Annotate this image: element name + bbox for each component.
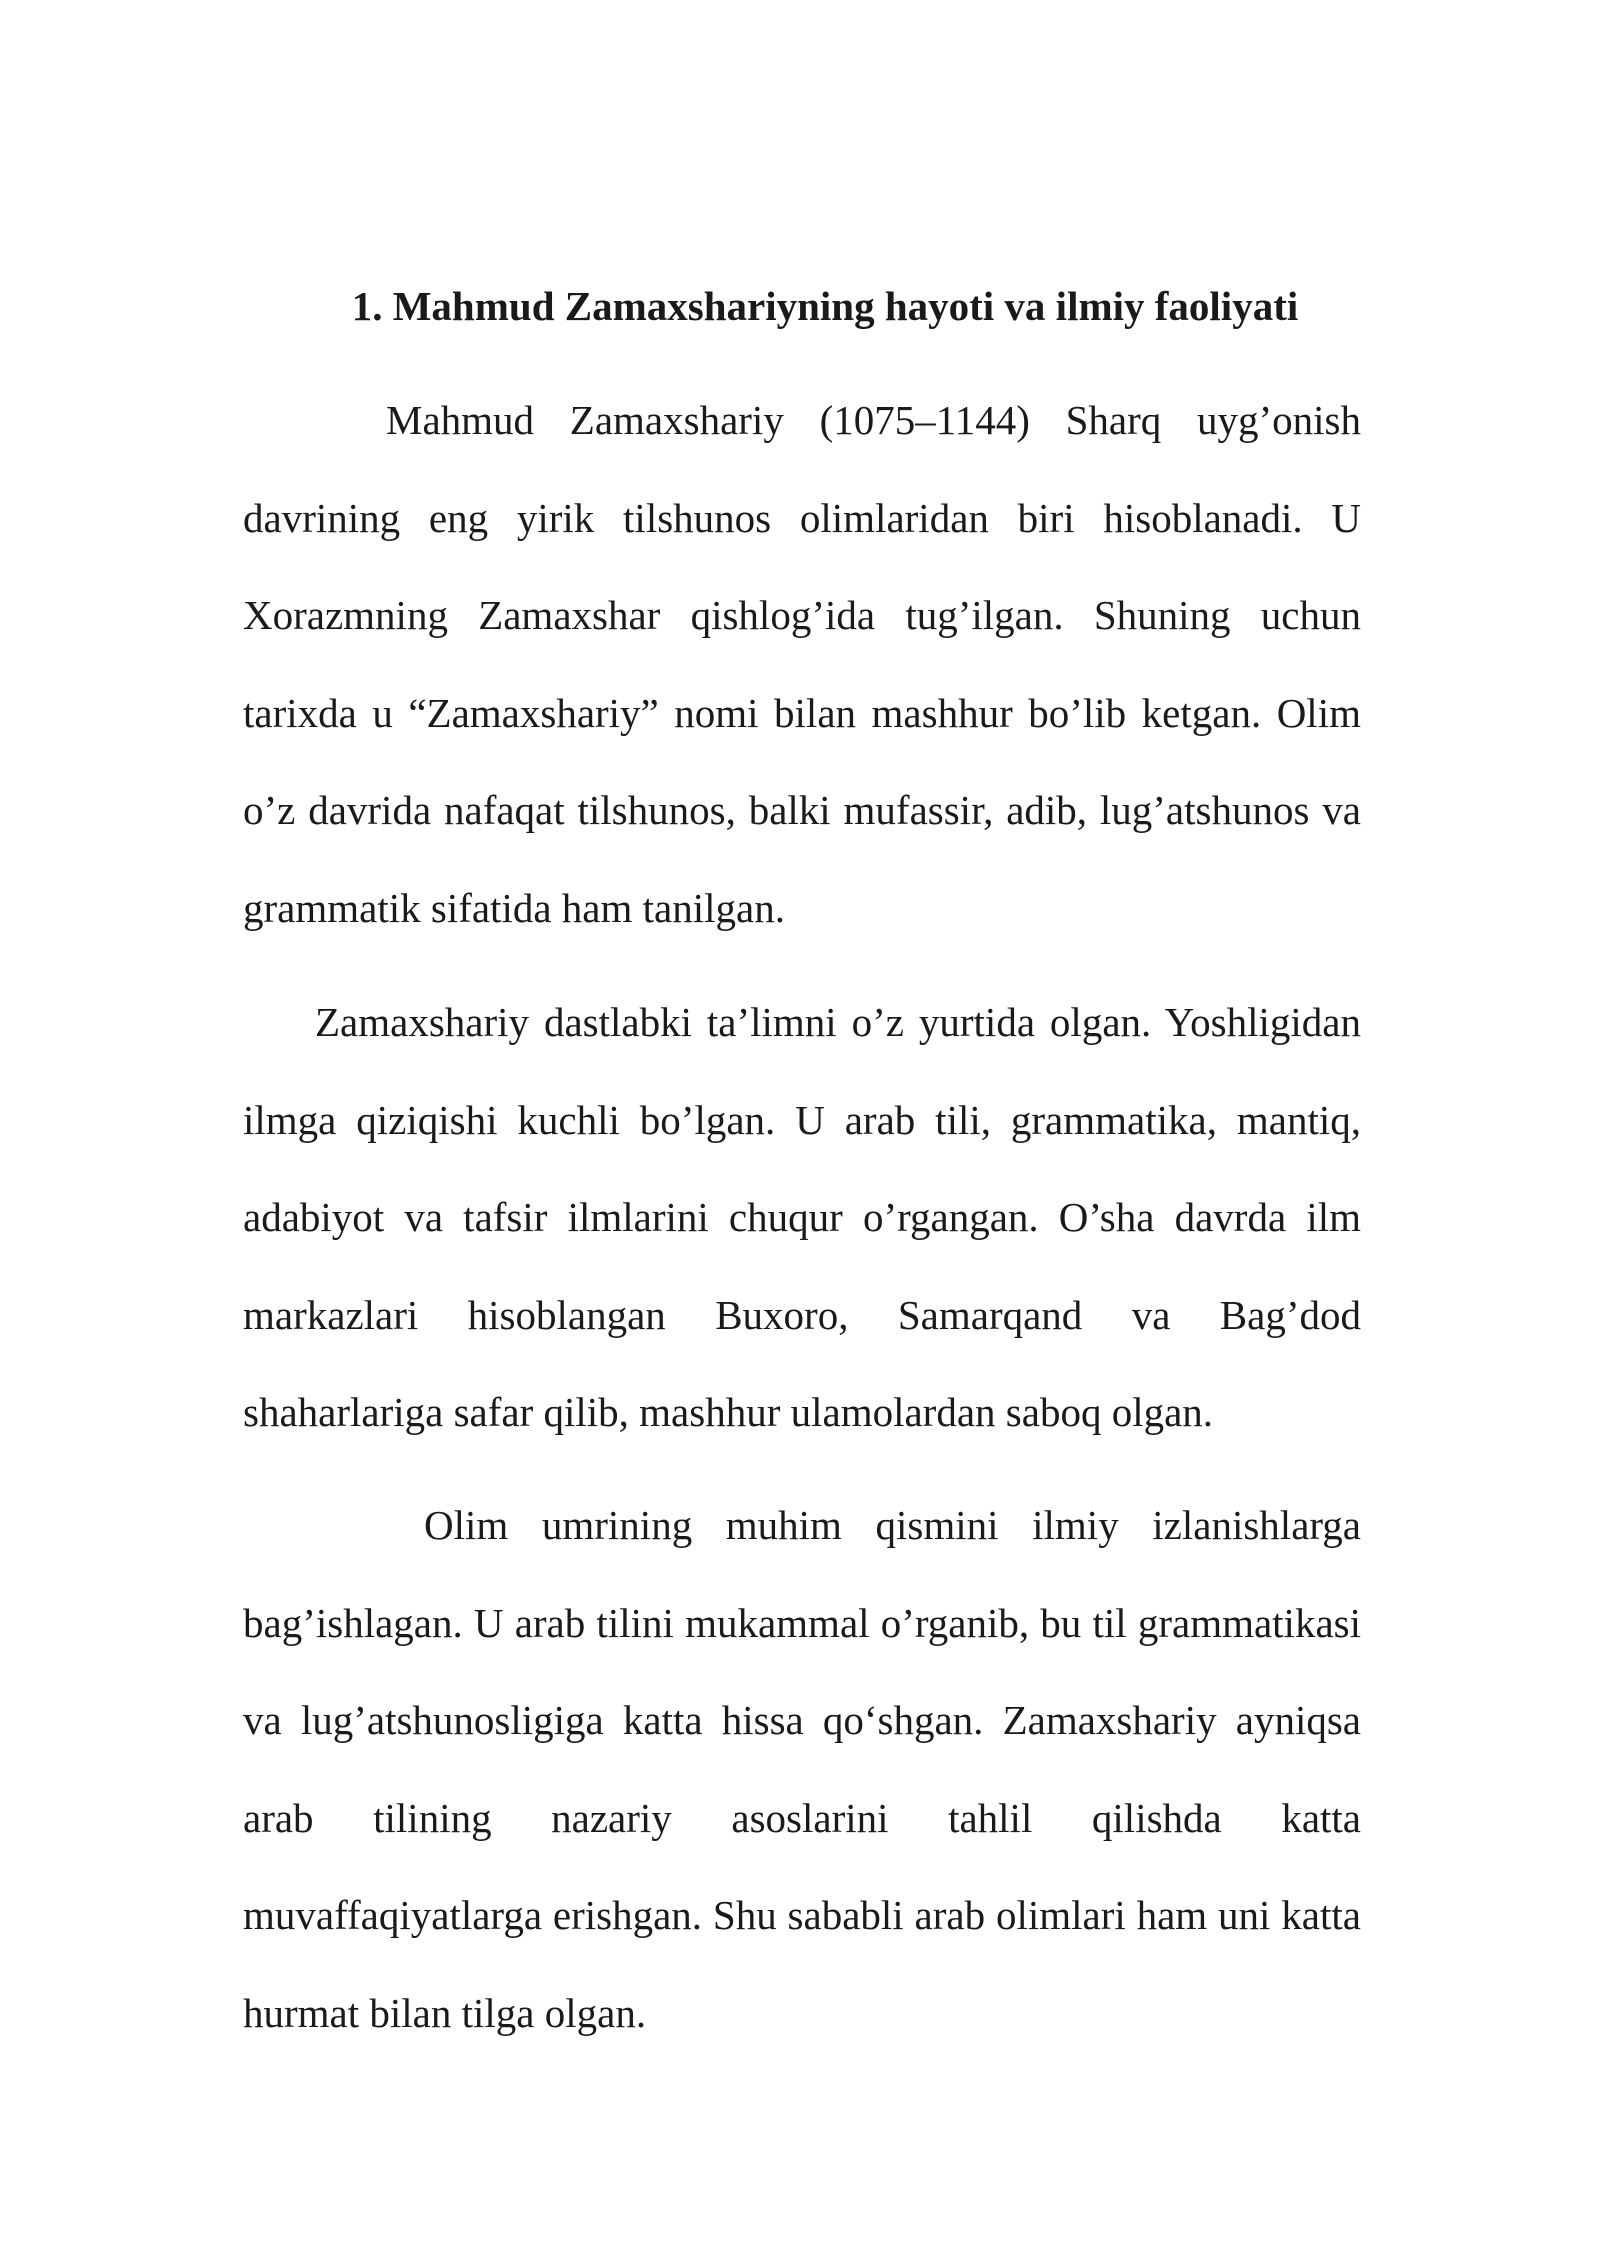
paragraph-scholarship: Olim umrining muhim qismini ilmiy izlanishlarga bag’ishlagan. U arab tilini mukammal o’rganib, bu til grammatikasi va lug’atshunosligiga katta hissa qo‘shgan. Zamaxshariy ayniqsa arab tilining nazariy asoslarini tahlil qilishda katta muvaffaqiyatlarga erishgan. Shu sababli arab olimlari ham uni katta hurmat bilan tilga olgan. (243, 1502, 1361, 2036)
section-heading: 1. Mahmud Zamaxshariyning hayoti va ilmiy faoliyati (351, 283, 1299, 329)
paragraph-education: Zamaxshariy dastlabki ta’limni o’z yurtida olgan. Yoshligidan ilmga qiziqishi kuchli bo’lgan. U arab tili, grammatika, mantiq, adabiyot va tafsir ilmlarini chuqur o’rgangan. O’sha davrda ilm markazlari hisoblangan Buxoro, Samarqand va Bag’dod shaharlariga safar qilib, mashhur ulamolardan saboq olgan. (243, 999, 1361, 1435)
paragraph-biography: Mahmud Zamaxshariy (1075–1144) Sharq uyg’onish davrining eng yirik tilshunos olimlaridan biri hisoblanadi. U Xorazmning Zamaxshar qishlog’ida tug’ilgan. Shuning uchun tarixda u “Zamaxshariy” nomi bilan mashhur bo’lib ketgan. Olim o’z davrida nafaqat tilshunos, balki mufassir, adib, lug’atshunos va grammatik sifatida ham tanilgan. (243, 397, 1361, 931)
